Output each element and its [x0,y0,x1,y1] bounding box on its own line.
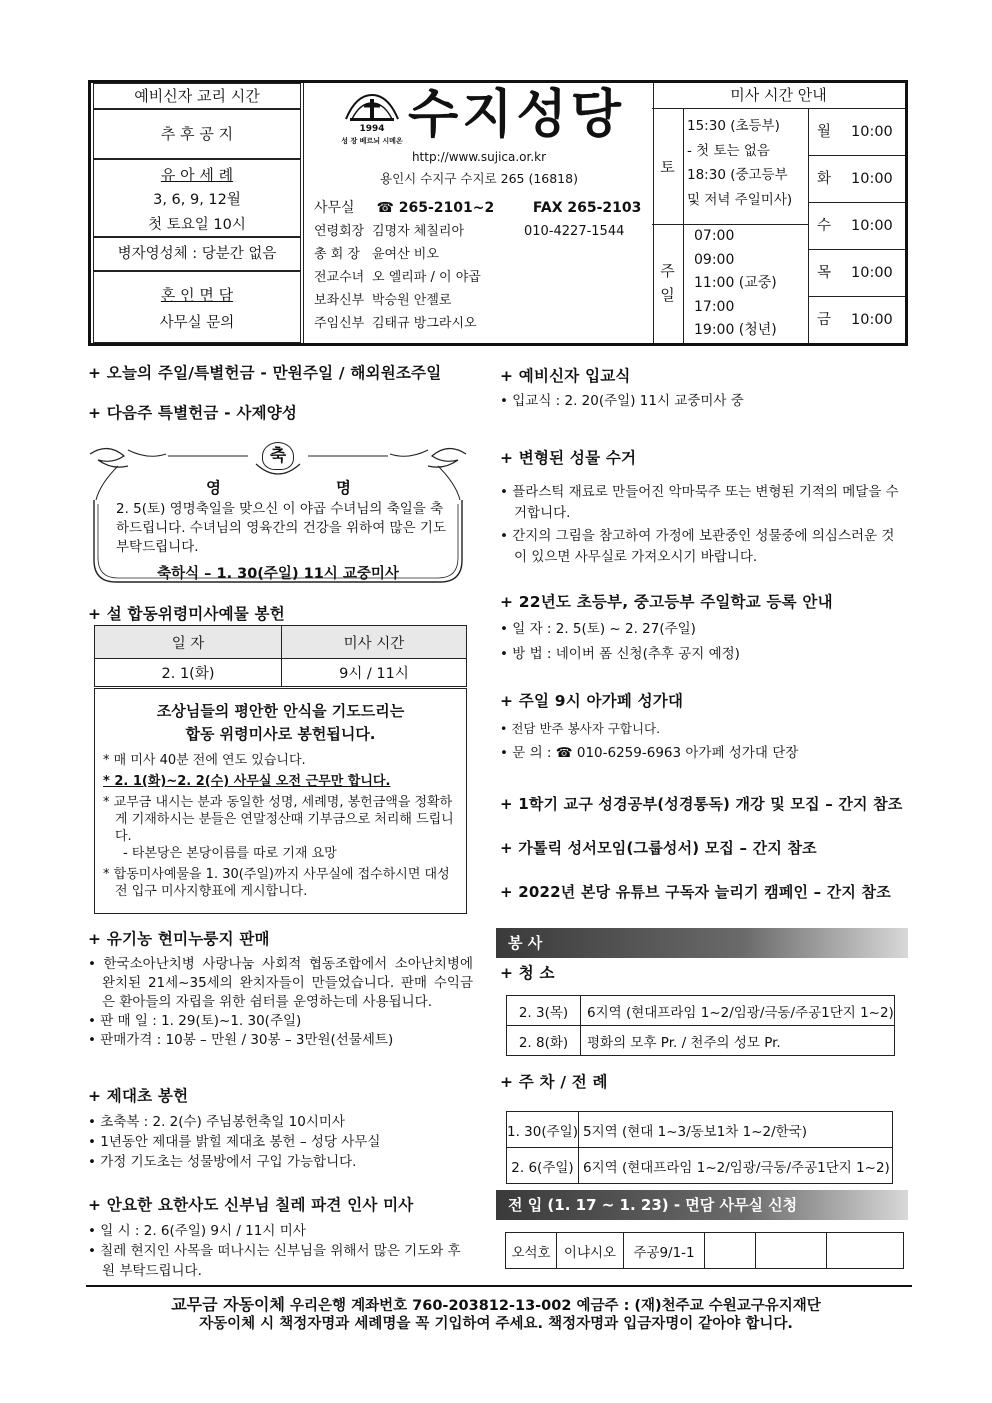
memorial-date: 2. 1(화) [95,659,282,687]
parish-title: 수지성당 [408,84,625,145]
office-label: 사무실 [314,200,355,216]
sick-communion: 병자영성체 : 당분간 없음 [93,237,301,271]
staff-row: 보좌신부 박승원 안젤로 [314,293,452,308]
office-phone: ☎ 265-2101~2 [376,200,495,216]
sunday-label: 주 일 [652,225,684,343]
celebration-badge: 축 [262,442,294,470]
header-center [303,83,654,343]
catechism-value: 추 후 공 지 [160,125,234,143]
staff-row: 총 회 장 윤여산 비오 [314,247,439,262]
infant-baptism-day: 첫 토요일 10시 [148,217,246,233]
office-row [314,197,649,217]
bank-account: 우리은행 계좌번호 760-203812-13-002 예금주 : (재)천주교 수원교구유지재단 [284,1298,821,1314]
parking-table [506,1111,893,1184]
choir-list: • 전담 반주 봉사자 구합니다. • 문 의 : ☎ 010-6259-6963 아가페 성가대 단장 [500,721,799,761]
marriage-title: 혼 인 면 담 [160,286,234,304]
candle-list: • 초축복 : 2. 2(수) 주님봉헌축일 10시미사 • 1년동안 제대를 밝힐 제대초 봉헌 – 성당 사무실 • 가정 기도초는 성물방에서 구입 가능합니다. [88,1114,381,1170]
parking-heading: + 주 차 / 전 례 [500,1073,608,1091]
footer-line2: 자동이체 시 책정자명과 세례명을 꼭 기입하여 주세요. 책정자명과 입금자명이 같아야 합니다. [199,1316,793,1332]
parish-address: 용인시 수지구 수지로 265 (16818) [380,171,578,186]
sunday-times: 07:00 09:00 11:00 (교중) 17:00 19:00 (청년) [684,225,809,343]
offering-today: + 오늘의 주일/특별헌금 - 만원주일 / 해외원조주일 [88,364,442,382]
staff-row: 주임신부 김태규 방그라시오 [314,316,477,331]
relics-heading: + 변형된 성물 수거 [500,449,637,467]
weekday-row: 금 10:00 [817,312,893,328]
celebration-event: 축하식 – 1. 30(주일) 11시 교중미사 [157,566,399,582]
memorial-box-line1: 조상님들의 평안한 안식을 기도드리는 [156,702,405,720]
auto-transfer-label: 교무금 자동이체 [171,1295,285,1314]
celebration-title-a: 영 [206,479,221,497]
office-fax: FAX 265-2103 [532,200,642,216]
footer-rule [86,1285,912,1287]
saturday-label: 토 [652,109,684,225]
celebration-title-b: 명 [336,479,351,497]
offering-next: + 다음주 특별헌금 - 사제양성 [88,404,298,422]
parish-logo [334,89,410,151]
candle-heading: + 제대초 봉헌 [88,1087,189,1105]
youtube-notice: + 2022년 본당 유튜브 구독자 늘리기 캠페인 – 간지 참조 [500,883,891,901]
infant-baptism-box [93,159,301,237]
choir-heading: + 주일 9시 아가페 성가대 [500,692,684,710]
table-row: 2. 3(목) 6지역 (현대프라임 1~2/임광/극동/주공1단지 1~2) [507,996,895,1026]
bible-group-notice: + 가톨릭 성서모임(그룹성서) 모집 – 간지 참조 [500,839,817,857]
catechism-title: 예비신자 교리 시간 [93,83,301,109]
marriage-value: 사무실 문의 [159,315,235,331]
weekday-row: 화 10:00 [809,156,905,203]
logo-caption: 성 장 베르뇌 시메온 [341,137,403,145]
table-row: 1. 30(주일) 5지역 (현대 1~3/동보1차 1~2/한국) [507,1112,893,1148]
memorial-box-line2: 합동 위령미사로 봉헌됩니다. [185,725,376,743]
memorial-notes-box [94,688,467,914]
weekday-row: 월 10:00 [809,109,905,156]
memorial-times: 9시 / 11시 [282,659,467,687]
farewell-heading: + 안요한 요한사도 신부님 칠레 파견 인사 미사 [88,1196,414,1214]
infant-baptism-title: 유 아 세 례 [160,166,234,184]
parish-url[interactable]: http://www.sujica.or.kr [411,150,547,164]
logo-year: 1994 [359,124,385,134]
nurungji-heading: + 유기농 현미누룽지 판매 [88,930,270,948]
staff-list [314,220,649,335]
weekday-times [809,109,905,343]
memorial-col-date: 일 자 [95,626,282,659]
cleaning-table [506,995,895,1056]
memorial-col-time: 미사 시간 [282,626,467,659]
infant-baptism-months: 3, 6, 9, 12월 [153,192,241,208]
transfer-table [505,1232,904,1269]
sunday-school-heading: + 22년도 초등부, 중고등부 주일학교 등록 안내 [500,593,833,611]
bible-study-notice: + 1학기 교구 성경공부(성경통독) 개강 및 모집 – 간지 참조 [500,795,903,813]
table-row: 2. 8(화) 평화의 모후 Pr. / 천주의 성모 Pr. [507,1026,895,1056]
admission-heading: + 예비신자 입교식 [500,367,631,385]
staff-row: 전교수녀 오 엘리파 / 이 야곱 [314,270,481,285]
memorial-notes: * 매 미사 40분 전에 연도 있습니다. * 2. 1(화)~2. 2(수) 사무실 오전 근무만 합니다. * 교무금 내시는 분과 동일한 성명, 세례명, 봉헌금액을 정확하게 기재하시는 분들은 연말정산때 기부금으로 처리해 드립니다. - 타본당은 본당이름를 따로 기재 요망 * 합동미사예물을 1. 30(주일)까지 사무실에 접수하시면 대성전 입구 미사지향표에 게시합니다. [103,753,454,899]
table-row: 2. 6(주일) 6지역 (현대프라임 1~2/임광/극동/주공1단지 1~2) [507,1148,893,1184]
staff-row: 연령회장 김명자 체칠리아 010-4227-1544 [314,224,625,239]
mass-times-title: 미사 시간 안내 [652,83,905,109]
nurungji-list: • 한국소아난치병 사랑나눔 사회적 협동조합에서 소아난치병에 완치된 21세~35세의 완치자들이 만들었습니다. 판매 수익금은 환아들의 자립을 위한 쉼터를 운영하는데 사용됩니다. • 판 매 일 : 1. 29(토)~1. 30(주일) • 판매가격 : 10봉 – 만원 / 30봉 – 3만원(선물세트) [88,956,473,1048]
celebration-card [88,440,468,586]
marriage-box [93,271,301,343]
cleaning-heading: + 청 소 [500,964,555,982]
table-row: 오석호 이냐시오 주공9/1-1 [506,1233,904,1269]
farewell-list: • 일 시 : 2. 6(주일) 9시 / 11시 미사 • 칠레 현지인 사목을 떠나시는 신부님을 위해서 많은 기도와 후원 부탁드립니다. [88,1223,461,1279]
header-left-column [91,83,303,343]
catechism-box [93,109,301,159]
celebration-body: 2. 5(토) 영명축일을 맞으신 이 야곱 수녀님의 축일을 축하드립니다. 수녀님의 영육간의 건강을 위하여 많은 기도 부탁드립니다. [116,501,446,555]
saturday-times: 15:30 (초등부) - 첫 토는 없음 18:30 (중고등부 및 저녁 주일미사) [684,109,809,225]
mass-times [652,83,905,343]
admission-list: • 입교식 : 2. 20(주일) 11시 교중미사 중 [500,393,744,409]
transfer-bar: 전 입 (1. 17 ~ 1. 23) - 면담 사무실 신청 [496,1190,908,1220]
memorial-heading: + 설 합동위령미사예물 봉헌 [88,605,285,623]
sunday-school-list: • 일 자 : 2. 5(토) ~ 2. 27(주일) • 방 법 : 네이버 폼 신청(추후 공지 예정) [500,621,740,662]
weekday-row: 목 10:00 [809,250,905,297]
service-bar: 봉 사 [496,928,908,958]
relics-list: • 플라스틱 재료로 만들어진 악마묵주 또는 변형된 기적의 메달을 수거합니다. • 간지의 그림을 참고하여 가정에 보관중인 성물중에 의심스러운 것이 있으면 사무실로 가져오시기 바랍니다. [500,484,899,565]
memorial-table [94,625,467,687]
weekday-row: 수 10:00 [809,203,905,250]
